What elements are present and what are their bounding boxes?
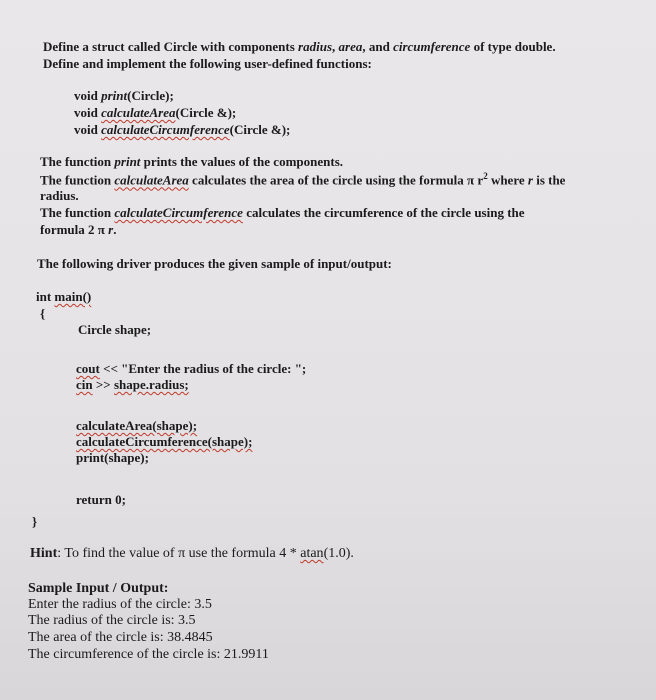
desc-text: is the — [532, 172, 566, 188]
prototype-print — [74, 88, 174, 104]
function-args: (Circle &); — [229, 122, 291, 137]
code-main-signature — [36, 289, 91, 305]
code-text: calculateCircumference(shape); — [76, 434, 253, 449]
hint-label: Hint — [30, 546, 58, 561]
separator: , and — [362, 39, 394, 54]
desc-text: The function — [40, 172, 115, 188]
code-call-circumference — [76, 434, 252, 450]
function-name: calculateArea — [114, 172, 189, 188]
desc-print — [40, 154, 343, 170]
prototype-calculate-circumference — [74, 122, 290, 138]
cout-keyword: cout — [76, 361, 100, 376]
superscript: 2 — [483, 171, 488, 181]
code-cout-line — [76, 361, 306, 377]
hint-function: atan — [300, 546, 324, 561]
function-name: print — [101, 88, 128, 103]
desc-text: where — [487, 172, 528, 188]
code-declaration: Circle shape; — [78, 322, 152, 337]
void-keyword: void — [74, 88, 102, 103]
code-text: shape.radius; — [113, 377, 189, 392]
prototype-calculate-area — [74, 105, 236, 121]
function-args: (Circle); — [127, 88, 174, 103]
intro-text: with components — [197, 39, 299, 54]
sample-title: Sample Input / Output: — [28, 581, 169, 596]
main-function: main() — [54, 289, 92, 304]
code-operator: >> — [92, 377, 114, 392]
code-open-brace: { — [40, 306, 46, 321]
variable-r: r — [108, 222, 114, 237]
desc-text: The function — [40, 205, 115, 220]
function-name: print — [114, 154, 141, 169]
desc-calculate-circumference-1 — [40, 205, 525, 221]
desc-text: The function — [40, 154, 115, 169]
code-cin-line — [76, 377, 189, 393]
desc-text: calculates the area of the circle using the formula π r — [188, 172, 484, 188]
void-keyword: void — [74, 105, 102, 120]
component-circumference: circumference — [393, 39, 471, 54]
component-area: area — [338, 39, 363, 54]
desc-text: formula 2 π — [40, 222, 109, 237]
intro-text: Define a struct called — [43, 39, 164, 54]
variable-r: r — [527, 172, 533, 188]
driver-intro: The following driver produces the given sample of input/output: — [37, 256, 392, 271]
struct-name: Circle — [163, 39, 198, 54]
code-call-area — [76, 418, 197, 434]
function-args: (Circle &); — [175, 105, 237, 120]
sample-line: The radius of the circle is: 3.5 — [28, 613, 196, 628]
code-close-brace: } — [32, 514, 38, 529]
intro-text: of type double. — [470, 39, 556, 54]
hint-text: : To find the value of π use the formula 4 * — [57, 546, 301, 561]
desc-calculate-circumference-2 — [40, 222, 116, 238]
hint-line — [30, 546, 354, 562]
desc-text: prints the values of the components. — [140, 154, 344, 169]
function-name: calculateCircumference — [101, 122, 230, 137]
int-keyword: int — [36, 289, 55, 304]
desc-text: calculates the circumference of the circle using the — [242, 205, 525, 220]
intro-line-1 — [43, 39, 556, 55]
intro-line-2: Define and implement the following user-defined functions: — [43, 56, 372, 71]
component-radius: radius — [298, 39, 333, 54]
hint-text: (1.0). — [323, 546, 354, 561]
code-return: return 0; — [76, 492, 126, 507]
code-text: << "Enter the radius of the circle: "; — [99, 361, 307, 376]
cin-keyword: cin — [76, 377, 93, 392]
desc-calculate-area-1 — [40, 171, 565, 188]
code-call-print: print(shape); — [76, 450, 149, 465]
code-text: calculateArea(shape); — [76, 418, 198, 433]
function-name: calculateCircumference — [114, 205, 243, 220]
separator: , — [332, 39, 339, 54]
function-name: calculateArea — [101, 105, 176, 120]
desc-text: . — [113, 222, 117, 237]
sample-line: The circumference of the circle is: 21.9911 — [28, 647, 269, 662]
void-keyword: void — [74, 122, 102, 137]
desc-calculate-area-2: radius. — [40, 188, 79, 203]
sample-line: Enter the radius of the circle: 3.5 — [28, 597, 212, 612]
sample-line: The area of the circle is: 38.4845 — [28, 630, 213, 645]
